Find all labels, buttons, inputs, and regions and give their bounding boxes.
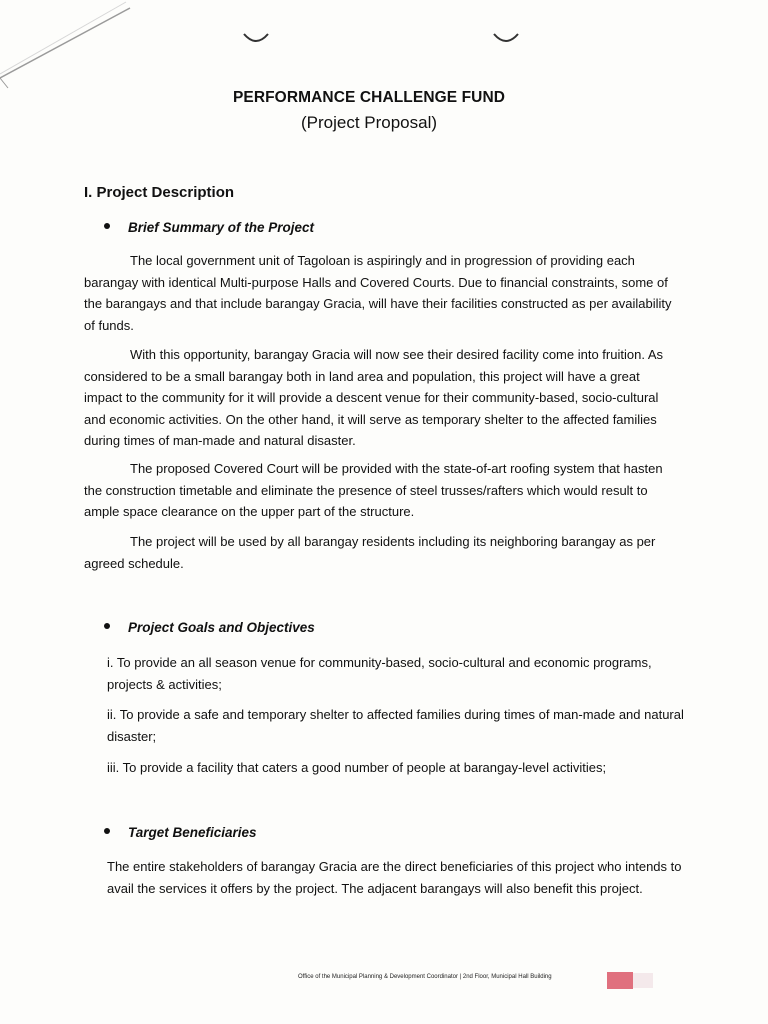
beneficiaries-text: The entire stakeholders of barangay Gracia are the direct beneficiaries of this project who intends to avail the services it offers by the project. The adjacent barangays will also benefit this project.: [107, 859, 682, 896]
bullet-summary: [104, 220, 314, 235]
footer-color-mark-fade: [633, 973, 653, 988]
punch-hole-right: [490, 30, 522, 46]
summary-paragraph-2: With this opportunity, barangay Gracia will now see their desired facility come into fruition. As considered to be a small barangay both in land area and population, this project will have a great impact to the community for it will provide a descent venue for their community-based, socio-cultural and economic activities. On the other hand, it will serve as temporary shelter to the affected families during times of man-made and natural disaster.: [84, 347, 663, 448]
punch-hole-left: [240, 30, 272, 46]
document-title: PERFORMANCE CHALLENGE FUND: [232, 89, 506, 106]
summary-paragraph-1: The local government unit of Tagoloan is aspiringly and in progression of providing each barangay with identical Multi-purpose Halls and Covered Courts. Due to financial constraints, some of the barangays and that include barangay Gracia, will have their facilities constructed as per availability of funds.: [84, 253, 672, 333]
summary-heading: Brief Summary of the Project: [128, 220, 315, 235]
objective-item-1: i. To provide an all season venue for community-based, socio-cultural and economic programs, projects & activities;: [107, 655, 652, 692]
bullet-dot-icon: [104, 828, 110, 834]
bullet-dot-icon: [104, 623, 110, 629]
goals-heading: Project Goals and Objectives: [128, 620, 315, 635]
document-subtitle: (Project Proposal): [300, 113, 438, 132]
footer-color-mark: [607, 972, 633, 989]
bullet-dot-icon: [104, 223, 110, 229]
page-fold-mark: [0, 0, 140, 95]
footer-office-line: Office of the Municipal Planning & Development Coordinator | 2nd Floor, Municipal Hall Building: [298, 974, 552, 980]
objective-item-3: iii. To provide a facility that caters a good number of people at barangay-level activities;: [107, 760, 607, 775]
summary-paragraph-4: The project will be used by all barangay residents including its neighboring barangay as per agreed schedule.: [84, 534, 656, 571]
summary-paragraph-3: The proposed Covered Court will be provided with the state-of-art roofing system that hasten the construction timetable and eliminate the presence of steel trusses/rafters which would result to ample space clearance on the upper part of the structure.: [84, 461, 663, 519]
bullet-goals: [104, 620, 315, 635]
section-heading: I. Project Description: [84, 184, 235, 201]
bullet-beneficiaries: [104, 825, 257, 840]
beneficiaries-heading: Target Beneficiaries: [128, 825, 257, 840]
objective-item-2: ii. To provide a safe and temporary shelter to affected families during times of man-made and natural disaster;: [107, 707, 684, 744]
